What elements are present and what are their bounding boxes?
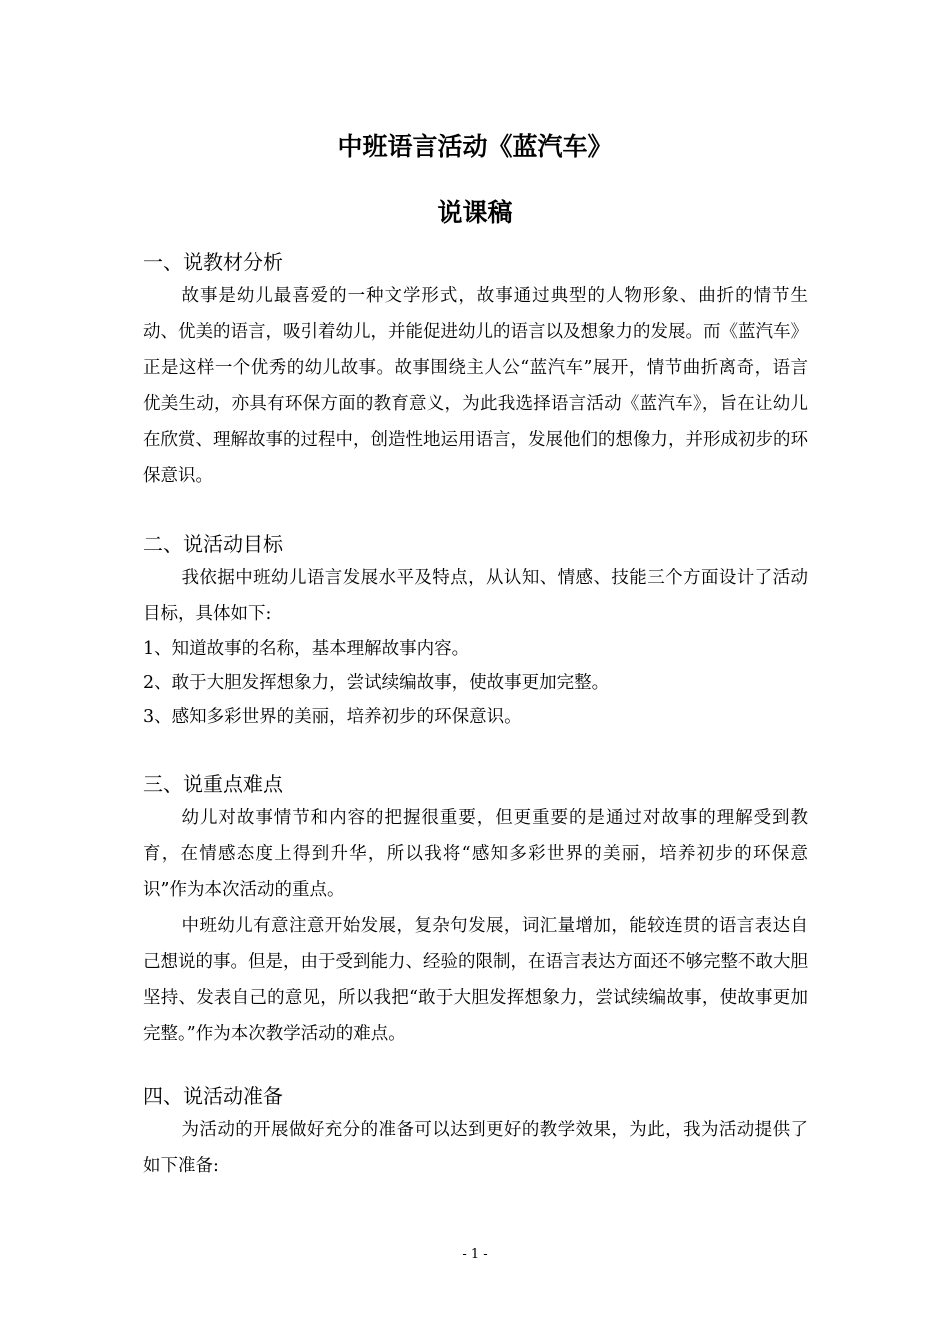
section-paragraph: 故事是幼儿最喜爱的一种文学形式，故事通过典型的人物形象、曲折的情节生动、优美的语言，吸引着幼儿，并能促进幼儿的语言以及想象力的发展。而《蓝汽车》正是这样一个优秀的幼儿故事。故事围绕主人公“蓝汽车”展开，情节曲折离奇，语言优美生动，亦具有环保方面的教育意义，为此我选择语言活动《蓝汽车》，旨在让幼儿在欣赏、理解故事的过程中，创造性地运用语言，发展他们的想像力，并形成初步的环保意识。 — [143, 286, 808, 486]
section-paragraph: 中班幼儿有意注意开始发展，复杂句发展，词汇量增加，能较连贯的语言表达自己想说的事。但是，由于受到能力、经验的限制，在语言表达方面还不够完整不敢大胆坚持、发表自己的意见，所以我把“敢于大胆发挥想象力，尝试续编故事，使故事更加完整。”作为本次教学活动的难点。 — [143, 916, 808, 1044]
section-heading: 三、说重点难点 — [143, 772, 283, 796]
document-body — [143, 246, 808, 1184]
document-subtitle: 说课稿 — [437, 198, 513, 227]
section-paragraph: 幼儿对故事情节和内容的把握很重要，但更重要的是通过对故事的理解受到教育，在情感态度上得到升华，所以我将“感知多彩世界的美丽，培养初步的环保意识”作为本次活动的重点。 — [143, 808, 808, 900]
list-item: 2、敢于大胆发挥想象力，尝试续编故事，使故事更加完整。 — [143, 673, 610, 693]
section-heading: 二、说活动目标 — [143, 532, 283, 556]
list-item: 1、知道故事的名称，基本理解故事内容。 — [143, 639, 470, 659]
document-title: 中班语言活动《蓝汽车》 — [337, 132, 613, 161]
section-heading: 一、说教材分析 — [143, 250, 283, 274]
page-number: - 1 - — [462, 1247, 488, 1262]
section-heading: 四、说活动准备 — [143, 1084, 283, 1108]
list-item: 3、感知多彩世界的美丽，培养初步的环保意识。 — [143, 707, 522, 727]
section-paragraph: 为活动的开展做好充分的准备可以达到更好的教学效果，为此，我为活动提供了如下准备: — [143, 1120, 808, 1176]
section-paragraph: 我依据中班幼儿语言发展水平及特点，从认知、情感、技能三个方面设计了活动目标，具体如下: — [143, 568, 808, 624]
